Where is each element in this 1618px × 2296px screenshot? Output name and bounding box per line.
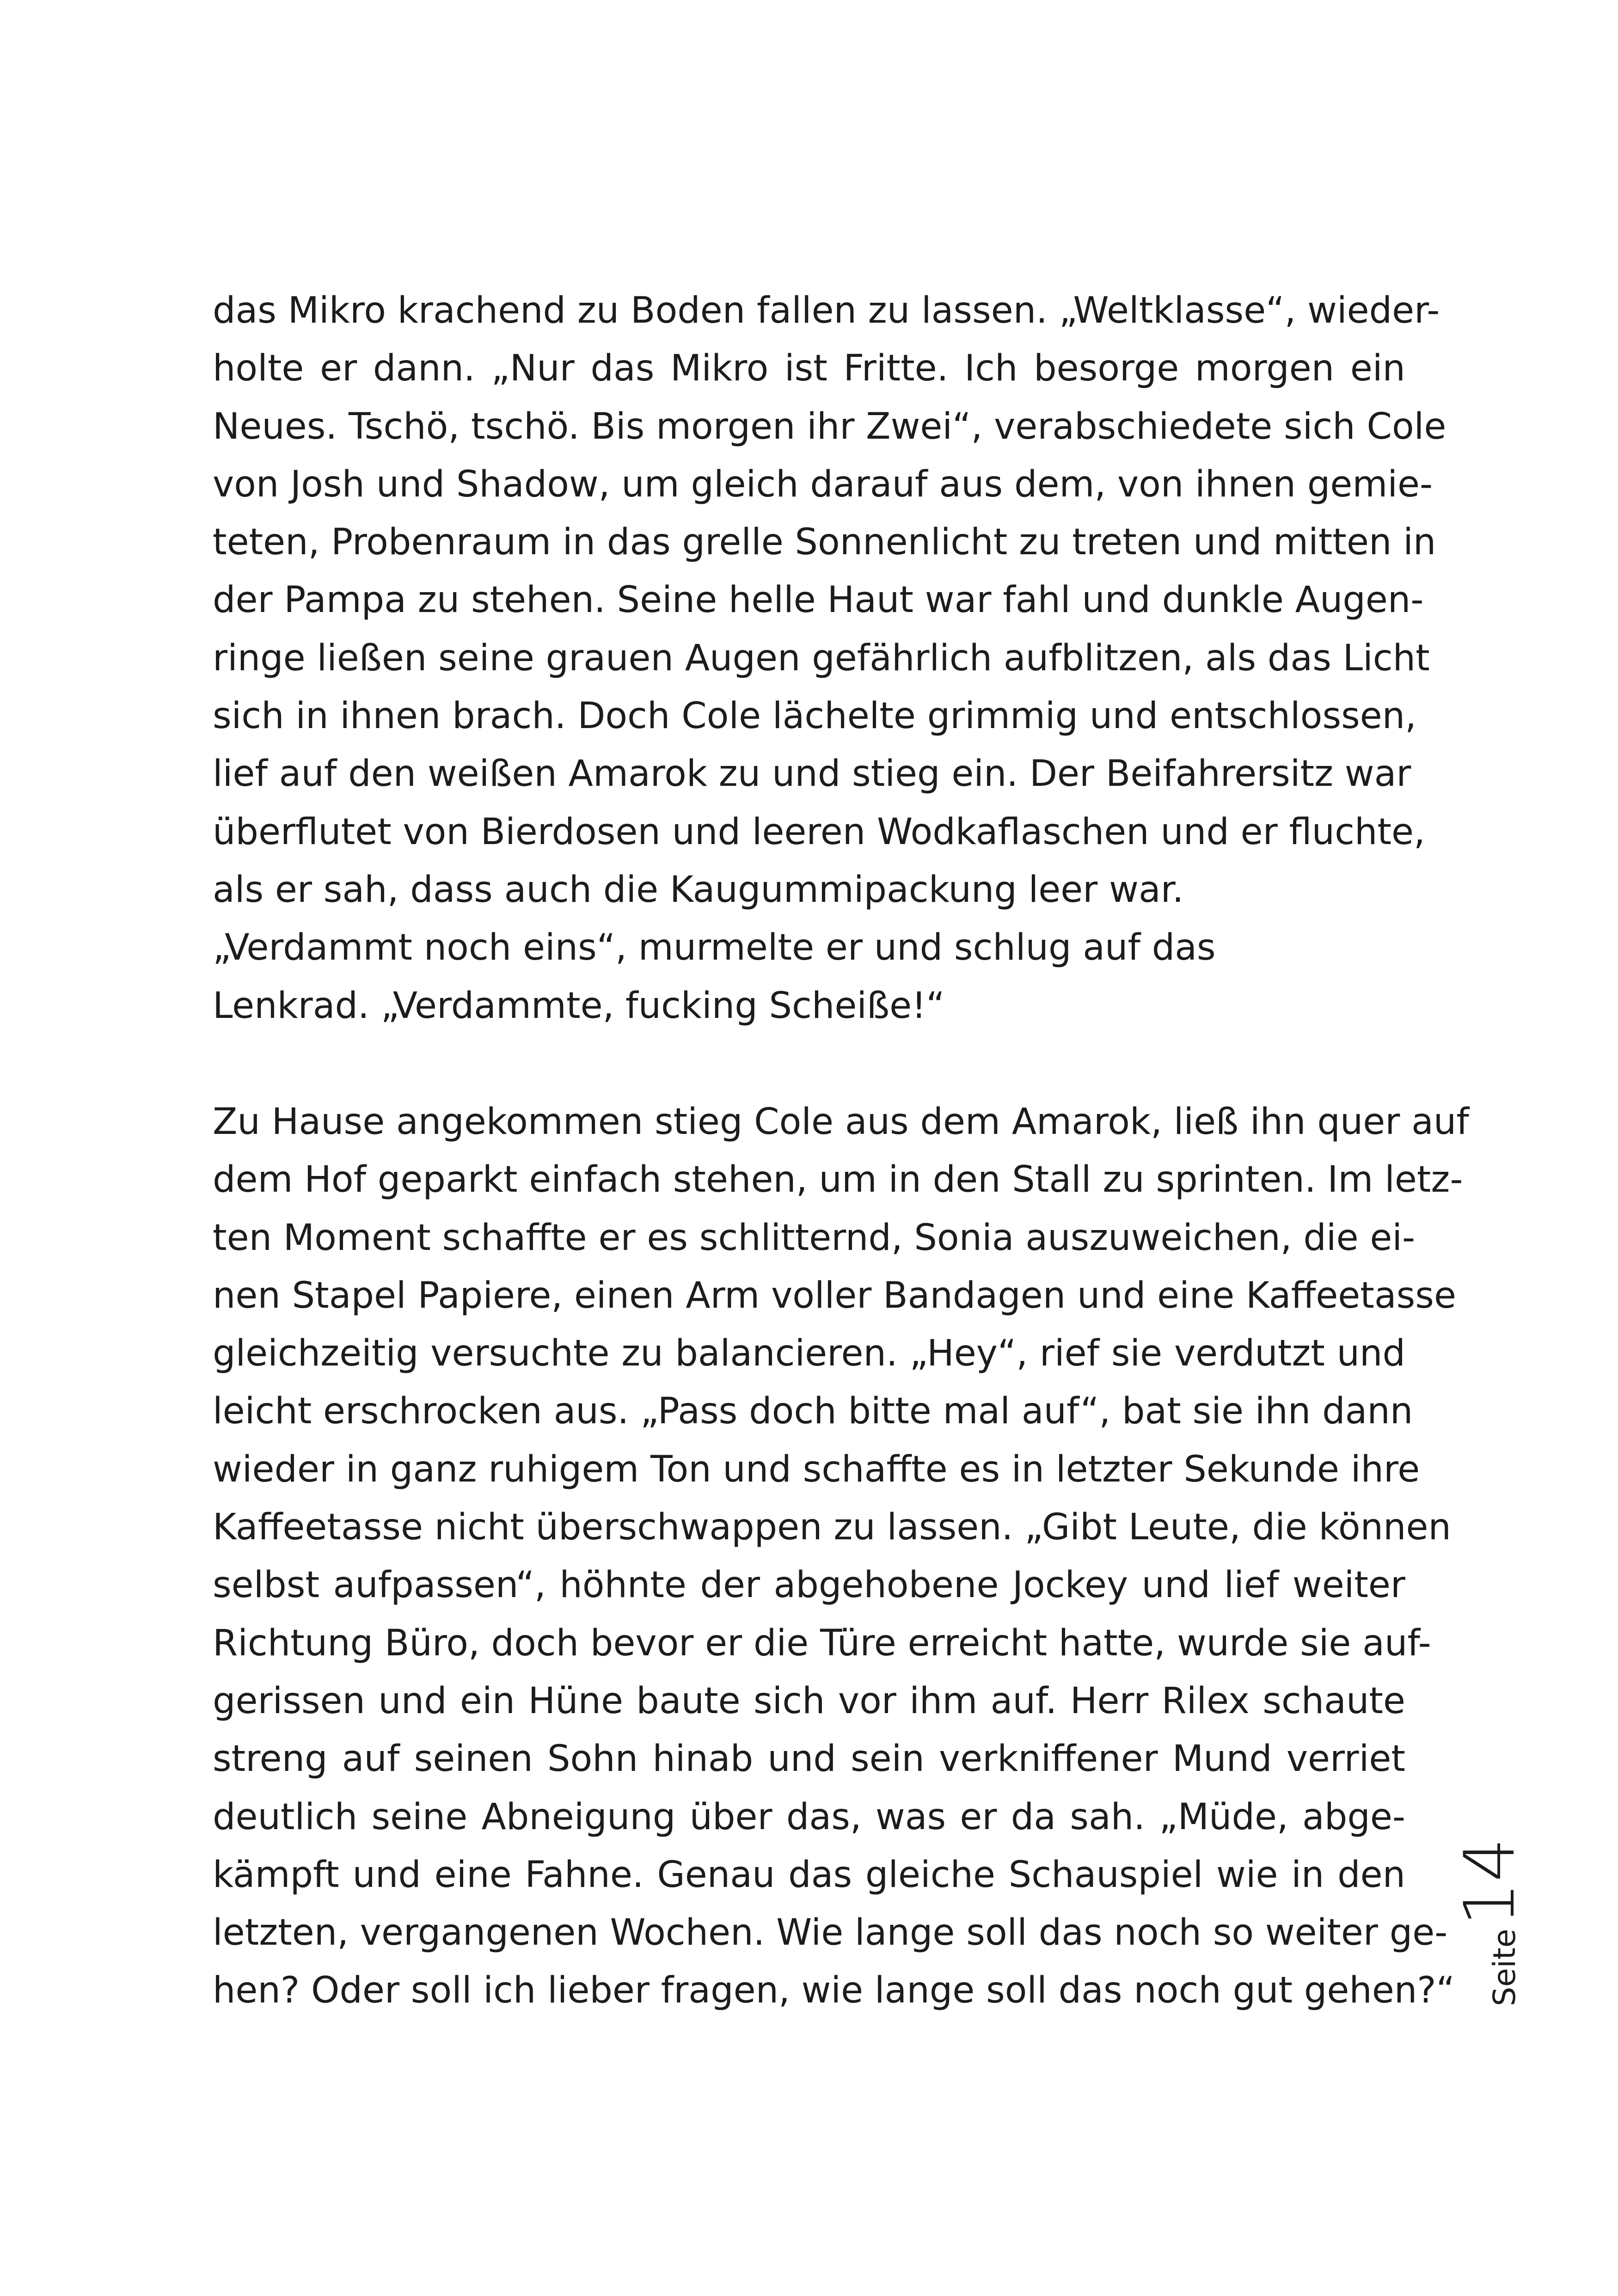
text-line: ringe ließen seine grauen Augen gefährlich aufblitzen, als das Licht: [213, 637, 1430, 679]
text-line: als er sah, dass auch die Kaugummipackung leer war.: [213, 869, 1184, 911]
page-number: [1450, 1812, 1553, 2025]
text-line: selbst aufpassen“, höhnte der abgehobene Jockey und lief weiter: [213, 1564, 1405, 1606]
text-line: Lenkrad. „Verdammte, fucking Scheiße!“: [213, 985, 945, 1027]
text-line: dem Hof geparkt einfach stehen, um in den Stall zu sprinten. Im letz-: [213, 1159, 1463, 1201]
text-line: der Pampa zu stehen. Seine helle Haut war fahl und dunkle Augen-: [213, 579, 1424, 621]
text-line: Richtung Büro, doch bevor er die Türe erreicht hatte, wurde sie auf-: [213, 1622, 1431, 1664]
text-line: kämpft und eine Fahne. Genau das gleiche Schauspiel wie in den: [213, 1854, 1405, 1896]
text-line: holte er dann. „Nur das Mikro ist Fritte. Ich besorge morgen ein: [213, 348, 1405, 390]
page-number-value: 14: [1450, 1837, 1530, 1926]
paragraph-2: [213, 1093, 1469, 2020]
text-line: letzten, vergangenen Wochen. Wie lange soll das noch so weiter ge-: [213, 1912, 1448, 1954]
text-line: streng auf seinen Sohn hinab und sein verkniffener Mund verriet: [213, 1738, 1405, 1780]
text-line: überflutet von Bierdosen und leeren Wodkaflaschen und er fluchte,: [213, 811, 1425, 853]
page-number-label: Seite: [1486, 1929, 1522, 2006]
text-line: teten, Probenraum in das grelle Sonnenlicht zu treten und mitten in: [213, 521, 1436, 563]
text-line: nen Stapel Papiere, einen Arm voller Bandagen und eine Kaffeetasse: [213, 1274, 1456, 1316]
text-line: von Josh und Shadow, um gleich darauf aus dem, von ihnen gemie-: [213, 463, 1433, 505]
text-line: Kaffeetasse nicht überschwappen zu lassen. „Gibt Leute, die können: [213, 1506, 1451, 1549]
text-line: wieder in ganz ruhigem Ton und schaffte es in letzter Sekunde ihre: [213, 1448, 1420, 1490]
text-line: gerissen und ein Hüne baute sich vor ihm auf. Herr Rilex schaute: [213, 1680, 1405, 1722]
text-line: das Mikro krachend zu Boden fallen zu lassen. „Weltklasse“, wieder-: [213, 290, 1440, 331]
text-line: leicht erschrocken aus. „Pass doch bitte mal auf“, bat sie ihn dann: [213, 1390, 1413, 1433]
text-line: sich in ihnen brach. Doch Cole lächelte grimmig und entschlossen,: [213, 695, 1416, 737]
text-line: ten Moment schaffte er es schlitternd, Sonia auszuweichen, die ei-: [213, 1217, 1416, 1259]
text-line: deutlich seine Abneigung über das, was er da sah. „Müde, abge-: [213, 1796, 1405, 1838]
text-line: „Verdammt noch eins“, murmelte er und schlug auf das: [213, 927, 1216, 969]
text-line: Zu Hause angekommen stieg Cole aus dem Amarok, ließ ihn quer auf: [213, 1101, 1469, 1143]
text-line: Neues. Tschö, tschö. Bis morgen ihr Zwei“, verabschiedete sich Cole: [213, 405, 1446, 447]
page-number-rotated: [1450, 1837, 1530, 2006]
paragraph-1: [213, 282, 1446, 1035]
text-line: lief auf den weißen Amarok zu und stieg ein. Der Beifahrersitz war: [213, 753, 1411, 795]
text-line: hen? Oder soll ich lieber fragen, wie lange soll das noch gut gehen?“: [213, 1970, 1455, 2012]
text-line: gleichzeitig versuchte zu balancieren. „Hey“, rief sie verdutzt und: [213, 1333, 1405, 1375]
